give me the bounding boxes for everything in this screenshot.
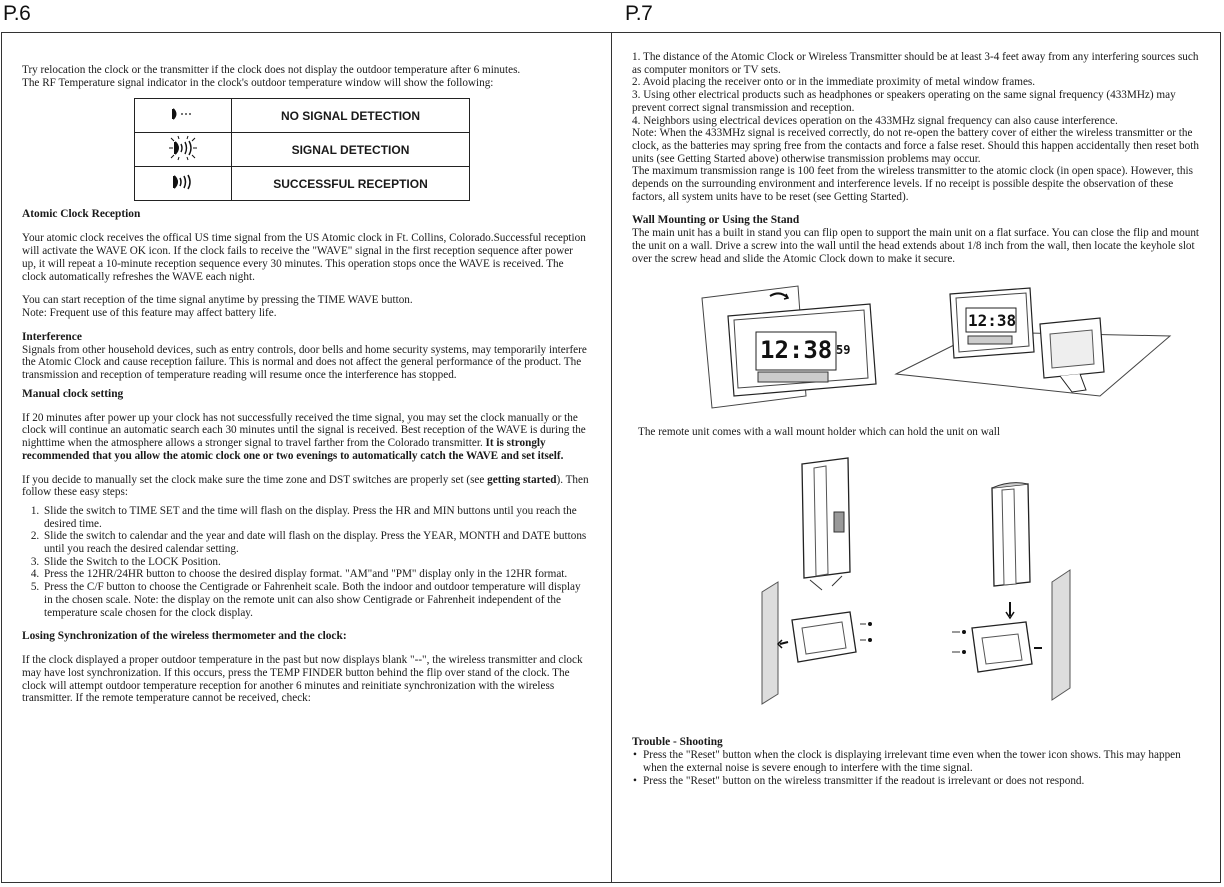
list-item: • Press the "Reset" button when the clock is displaying irrelevant time even when the tower icon shows. This may happen when the external noise is severe enough to interfere with the time signal.: [643, 749, 1207, 774]
page-number-right: P.7: [625, 2, 653, 25]
page-divider: [611, 32, 612, 883]
list-item: 5. Press the C/F button to choose the Centigrade or Fahrenheit scale. Both the indoor and outdoor temperature will display in the chosen scale. Note: the display on the remote unit can also show Centigrade or Fahrenheit independent of the temperature scale chosen for the clock display.: [42, 581, 589, 619]
signal-label: SUCCESSFUL RECEPTION: [232, 167, 470, 201]
trouble-list: [632, 749, 1207, 787]
signal-none-icon: [135, 99, 232, 133]
intro-text: Try relocation the clock or the transmitter if the clock does not display the outdoor temperature after 6 minutes.: [22, 64, 521, 76]
check-item: 4. Neighbors using electrical devices operation on the 433MHz signal frequency can also cause interference.: [632, 114, 1118, 127]
interference-paragraph: Signals from other household devices, such as entry controls, door bells and home security systems, may temporarily interfere the Atomic Clock and cause reception failure. This is normal and does not affect the general performance of the product. The transmission and reception of temperature reading will resume once the interference has stopped.: [22, 343, 587, 382]
atomic-paragraph: Your atomic clock receives the offical US time signal from the US Atomic clock in Ft. Collins, Colorado.Successful reception will activate the WAVE OK icon. If the clock fails to receive the "WAVE" signal in the first reception sequence after power up, it will repeat a 10-minute reception sequence every 30 minutes. This operation stops once the WAVE is received. The clock automatically refreshes the WAVE each night.: [22, 232, 586, 283]
list-item: 1. Slide the switch to TIME SET and the time will flash on the display. Press the HR and MIN buttons until you reach the desired time.: [42, 505, 589, 530]
trouble-heading: Trouble - Shooting: [632, 736, 723, 749]
clock-display-time-2: 12:38: [968, 310, 1017, 330]
remote-caption: The remote unit comes with a wall mount holder which can hold the unit on wall: [638, 425, 1000, 438]
page-number-left: P.6: [3, 2, 31, 25]
list-item: 2. Slide the switch to calendar and the year and date will flash on the display. Press the YEAR, MONTH and DATE buttons until you reach the desired calendar setting.: [42, 530, 589, 555]
table-row: [135, 167, 470, 201]
list-item: 3. Slide the Switch to the LOCK Position.: [42, 556, 589, 569]
interference-heading: Interference: [22, 330, 82, 343]
losing-paragraph: If the clock displayed a proper outdoor temperature in the past but now displays blank "--", the wireless transmitter and clock may have lost synchronization. If this occurs, press the TEMP FINDER button behind the flip over stand of the clock. The clock will attempt outdoor temperature reception for another 6 minutes and reinitiate synchronization with the wireless transmitter. If the remote temperature cannot be received, check:: [22, 654, 583, 705]
atomic-note: Note: Frequent use of this feature may affect battery life.: [22, 306, 277, 319]
signal-indicator-table: [134, 98, 470, 201]
range-paragraph: The maximum transmission range is 100 feet from the wireless transmitter to the atomic clock (in open space). However, this depends on the surrounding environment and interference levels. If no receipt is possible despite the observation of these factors, all system units have to be reset (see Getting Started).: [632, 165, 1193, 203]
manual-paragraph-2: If you decide to manually set the clock make sure the time zone and DST switches are properly set (see getting started). Then follow these easy steps:: [22, 473, 589, 499]
right-page: [632, 51, 1207, 787]
atomic-heading: Atomic Clock Reception: [22, 208, 141, 221]
signal-detect-icon: [135, 133, 232, 167]
manual-paragraph: If 20 minutes after power up your clock has not successfully received the time signal, you may set the clock manually or the clock will continue an automatic search each 30 minutes until the signal is received. Best reception of the WAVE is during the nighttime when the atmosphere allows a stronger signal to travel farther from the Colorado transmitter. It is strongly recommended that you allow the atomic clock one or two evenings to automatically catch the WAVE and set itself.: [22, 411, 586, 462]
wall-paragraph: The main unit has a built in stand you can flip open to support the main unit on a flat surface. You can close the flip and mount the unit on a wall. Drive a screw into the wall until the head extends about 1/8 inch from the wall, then locate the keyhole slot over the screw head and slide the Atomic Clock down to make it secure.: [632, 227, 1200, 265]
clock-display-seconds: 59: [836, 342, 851, 357]
remote-mounting-illustration: [752, 452, 1092, 722]
manual-steps-list: [22, 505, 589, 619]
list-item: • Press the "Reset" button on the wireless transmitter if the readout is irrelevant or does not respond.: [643, 775, 1207, 788]
signal-label: SIGNAL DETECTION: [232, 133, 470, 167]
table-row: [135, 133, 470, 167]
signal-success-icon: [135, 167, 232, 201]
wall-heading: Wall Mounting or Using the Stand: [632, 214, 800, 227]
table-row: [135, 99, 470, 133]
check-item: 3. Using other electrical products such as headphones or speakers operating on the same signal frequency (433MHz) may prevent correct signal transmission and reception.: [632, 89, 1176, 114]
check-item: 1. The distance of the Atomic Clock or Wireless Transmitter should be at least 3-4 feet away from any interfering sources such as computer monitors or TV sets.: [632, 51, 1199, 76]
atomic-paragraph-2: You can start reception of the time signal anytime by pressing the TIME WAVE button.: [22, 294, 413, 307]
losing-heading: Losing Synchronization of the wireless thermometer and the clock:: [22, 630, 347, 643]
clock-display-time: 12:38: [760, 335, 833, 364]
check-item: 2. Avoid placing the receiver onto or in the immediate proximity of metal window frames.: [632, 76, 1036, 89]
signal-label: NO SIGNAL DETECTION: [232, 99, 470, 133]
manual-heading: Manual clock setting: [22, 387, 124, 400]
clock-stand-illustration: [950, 288, 1034, 358]
clock-front-illustration: [728, 304, 876, 396]
left-page: [22, 64, 589, 705]
list-item: 4. Press the 12HR/24HR button to choose the desired display format. "AM"and "PM" display only in the 12HR format.: [42, 568, 589, 581]
note-paragraph: Note: When the 433MHz signal is received correctly, do not re-open the battery cover of either the wireless transmitter or the clock, as the batteries may spring free from the contacts and force a false reset. Should this happen accidentally then reset both units (see Getting Started above) otherwise transmission problems may occur.: [632, 127, 1199, 165]
clock-mounting-illustration: [700, 284, 1180, 412]
intro-text-2: The RF Temperature signal indicator in the clock's outdoor temperature window will show the following:: [22, 76, 494, 89]
